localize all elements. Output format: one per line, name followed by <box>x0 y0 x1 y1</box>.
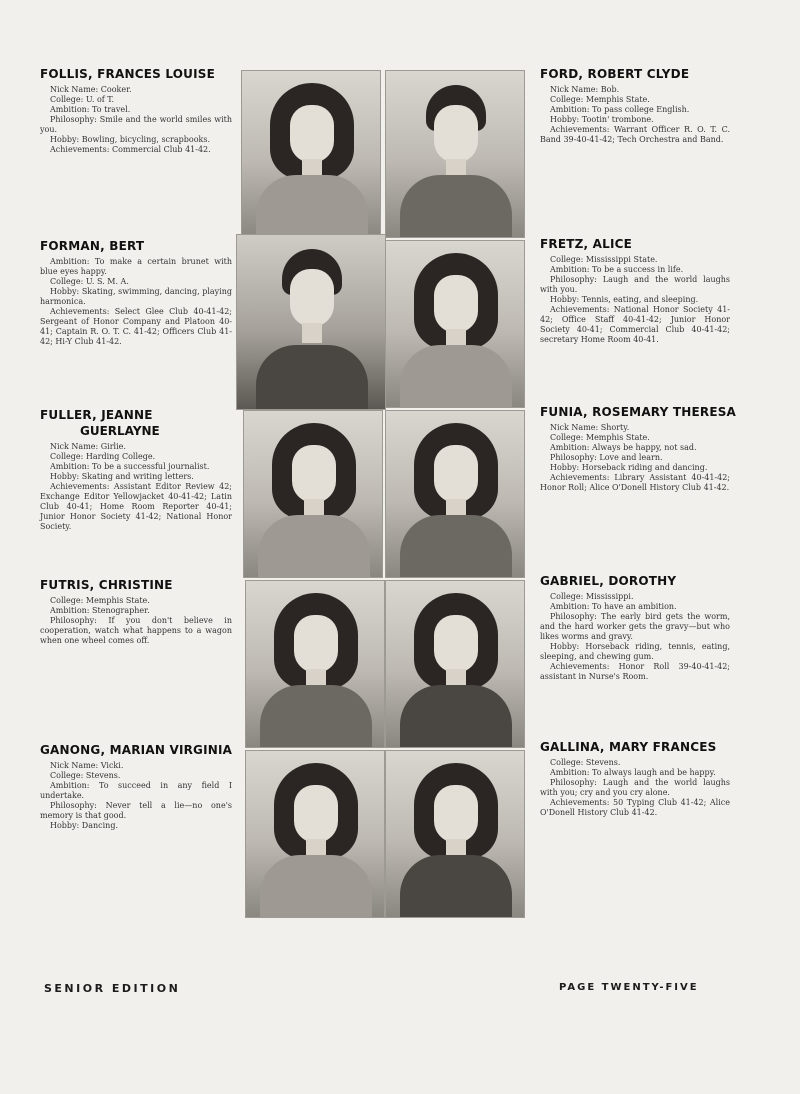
portrait-photo-follis <box>241 70 381 238</box>
footer-edition: SENIOR EDITION <box>44 982 181 995</box>
ambition-line: Ambition: To pass college English. <box>550 105 690 114</box>
student-name: FULLER, JEANNE <box>40 408 153 422</box>
student-name: FOLLIS, FRANCES LOUISE <box>40 67 215 81</box>
college-line: College: Mississippi State. <box>550 255 658 264</box>
ambition-line: Ambition: To travel. <box>50 105 131 114</box>
ambition-line: Ambition: To make a certain brunet with blue eyes happy. <box>40 257 232 276</box>
hobby-line: Hobby: Horseback riding and dancing. <box>550 463 708 472</box>
achievements-line: Achievements: 50 Typing Club 41-42; Alice O'Donell History Club 41-42. <box>540 798 730 817</box>
portrait-photo-ganong <box>245 750 385 918</box>
hobby-line: Hobby: Skating and writing letters. <box>50 472 194 481</box>
college-line: College: Memphis State. <box>550 95 650 104</box>
footer-page-number: PAGE TWENTY-FIVE <box>559 982 699 993</box>
hobby-line: Hobby: Horseback riding, tennis, eating, sleeping, and chewing gum. <box>540 642 730 661</box>
philosophy-line: Philosophy: If you don't believe in cooperation, watch what happens to a wagon when one wheel comes off. <box>40 616 232 645</box>
philosophy-line: Philosophy: Laugh and the world laughs with you. <box>540 275 730 294</box>
senior-entry-gallina <box>540 740 730 818</box>
senior-entry-ganong <box>40 743 232 831</box>
portrait-photo-fuller <box>243 410 383 578</box>
college-line: College: Mississippi. <box>550 592 634 601</box>
achievements-line: Achievements: Warrant Officer R. O. T. C. Band 39-40-41-42; Tech Orchestra and Band. <box>540 125 730 144</box>
portrait-photo-ford <box>385 70 525 238</box>
senior-entry-fuller <box>40 408 232 532</box>
philosophy-line: Philosophy: Laugh and the world laughs with you; cry and you cry alone. <box>540 778 730 797</box>
ambition-line: Ambition: To have an ambition. <box>550 602 677 611</box>
hobby-line: Hobby: Skating, swimming, dancing, playing harmonica. <box>40 287 232 306</box>
nickname-line: Nick Name: Cooker. <box>50 85 132 94</box>
college-line: College: Stevens. <box>550 758 621 767</box>
portrait-photo-fretz <box>385 240 525 408</box>
portrait-photo-funia <box>385 410 525 578</box>
student-name-continued: GUERLAYNE <box>80 424 160 438</box>
college-line: College: Memphis State. <box>550 433 650 442</box>
ambition-line: Ambition: To be a success in life. <box>550 265 684 274</box>
philosophy-line: Philosophy: Love and learn. <box>550 453 663 462</box>
senior-entry-gabriel <box>540 574 730 682</box>
student-name: GALLINA, MARY FRANCES <box>540 740 717 754</box>
achievements-line: Achievements: Commercial Club 41-42. <box>50 145 211 154</box>
philosophy-line: Philosophy: Never tell a lie—no one's memory is that good. <box>40 801 232 820</box>
student-name: GANONG, MARIAN VIRGINIA <box>40 743 233 757</box>
senior-entry-funia <box>540 405 737 493</box>
achievements-line: Achievements: Select Glee Club 40-41-42; Sergeant of Honor Company and Platoon 40-41; Captain R. O. T. C. 41-42; Officers Club 41-42; Hi-Y Club 41-42. <box>40 307 232 346</box>
hobby-line: Hobby: Dancing. <box>50 821 118 830</box>
philosophy-line: Philosophy: The early bird gets the worm, and the hard worker gets the gravy—but who likes worms and gravy. <box>540 612 730 641</box>
college-line: College: Memphis State. <box>50 596 150 605</box>
senior-entry-fretz <box>540 237 730 345</box>
hobby-line: Hobby: Tootin' trombone. <box>550 115 654 124</box>
ambition-line: Ambition: Stenographer. <box>50 606 150 615</box>
student-name: FUTRIS, CHRISTINE <box>40 578 173 592</box>
achievements-line: Achievements: Honor Roll 39-40-41-42; assistant in Nurse's Room. <box>540 662 730 681</box>
ambition-line: Ambition: To be a successful journalist. <box>50 462 210 471</box>
nickname-line: Nick Name: Shorty. <box>550 423 630 432</box>
achievements-line: Achievements: Library Assistant 40-41-42; Honor Roll; Alice O'Donell History Club 41-42. <box>540 473 730 492</box>
achievements-line: Achievements: Assistant Editor Review 42; Exchange Editor Yellowjacket 40-41-42; Latin Club 40-41; Home Room Reporter 40-41; Junior Honor Society 41-42; National Honor Society. <box>40 482 232 531</box>
senior-entry-futris <box>40 578 232 646</box>
portrait-photo-forman <box>236 234 386 410</box>
nickname-line: Nick Name: Girlie. <box>50 442 126 451</box>
portrait-photo-gallina <box>385 750 525 918</box>
senior-entry-ford <box>540 67 730 145</box>
ambition-line: Ambition: To succeed in any field I undertake. <box>40 781 232 800</box>
ambition-line: Ambition: Always be happy, not sad. <box>550 443 697 452</box>
achievements-line: Achievements: National Honor Society 41-42; Office Staff 40-41-42; Junior Honor Society 40-41; Commercial Club 40-41-42; secretary Home Room 40-41. <box>540 305 730 344</box>
portrait-photo-gabriel <box>385 580 525 748</box>
student-name: FRETZ, ALICE <box>540 237 633 251</box>
student-name: GABRIEL, DOROTHY <box>540 574 677 588</box>
hobby-line: Hobby: Tennis, eating, and sleeping. <box>550 295 699 304</box>
senior-entry-follis <box>40 67 232 155</box>
ambition-line: Ambition: To always laugh and be happy. <box>550 768 716 777</box>
portrait-photo-futris <box>245 580 385 748</box>
student-name: FORD, ROBERT CLYDE <box>540 67 690 81</box>
nickname-line: Nick Name: Bob. <box>550 85 620 94</box>
student-name: FUNIA, ROSEMARY THERESA <box>540 405 737 419</box>
hobby-line: Hobby: Bowling, bicycling, scrapbooks. <box>50 135 210 144</box>
college-line: College: Stevens. <box>50 771 121 780</box>
senior-entry-forman <box>40 239 232 347</box>
college-line: College: U. of T. <box>50 95 114 104</box>
student-name: FORMAN, BERT <box>40 239 145 253</box>
philosophy-line: Philosophy: Smile and the world smiles with you. <box>40 115 232 134</box>
nickname-line: Nick Name: Vicki. <box>50 761 124 770</box>
college-line: College: U. S. M. A. <box>50 277 129 286</box>
college-line: College: Harding College. <box>50 452 156 461</box>
